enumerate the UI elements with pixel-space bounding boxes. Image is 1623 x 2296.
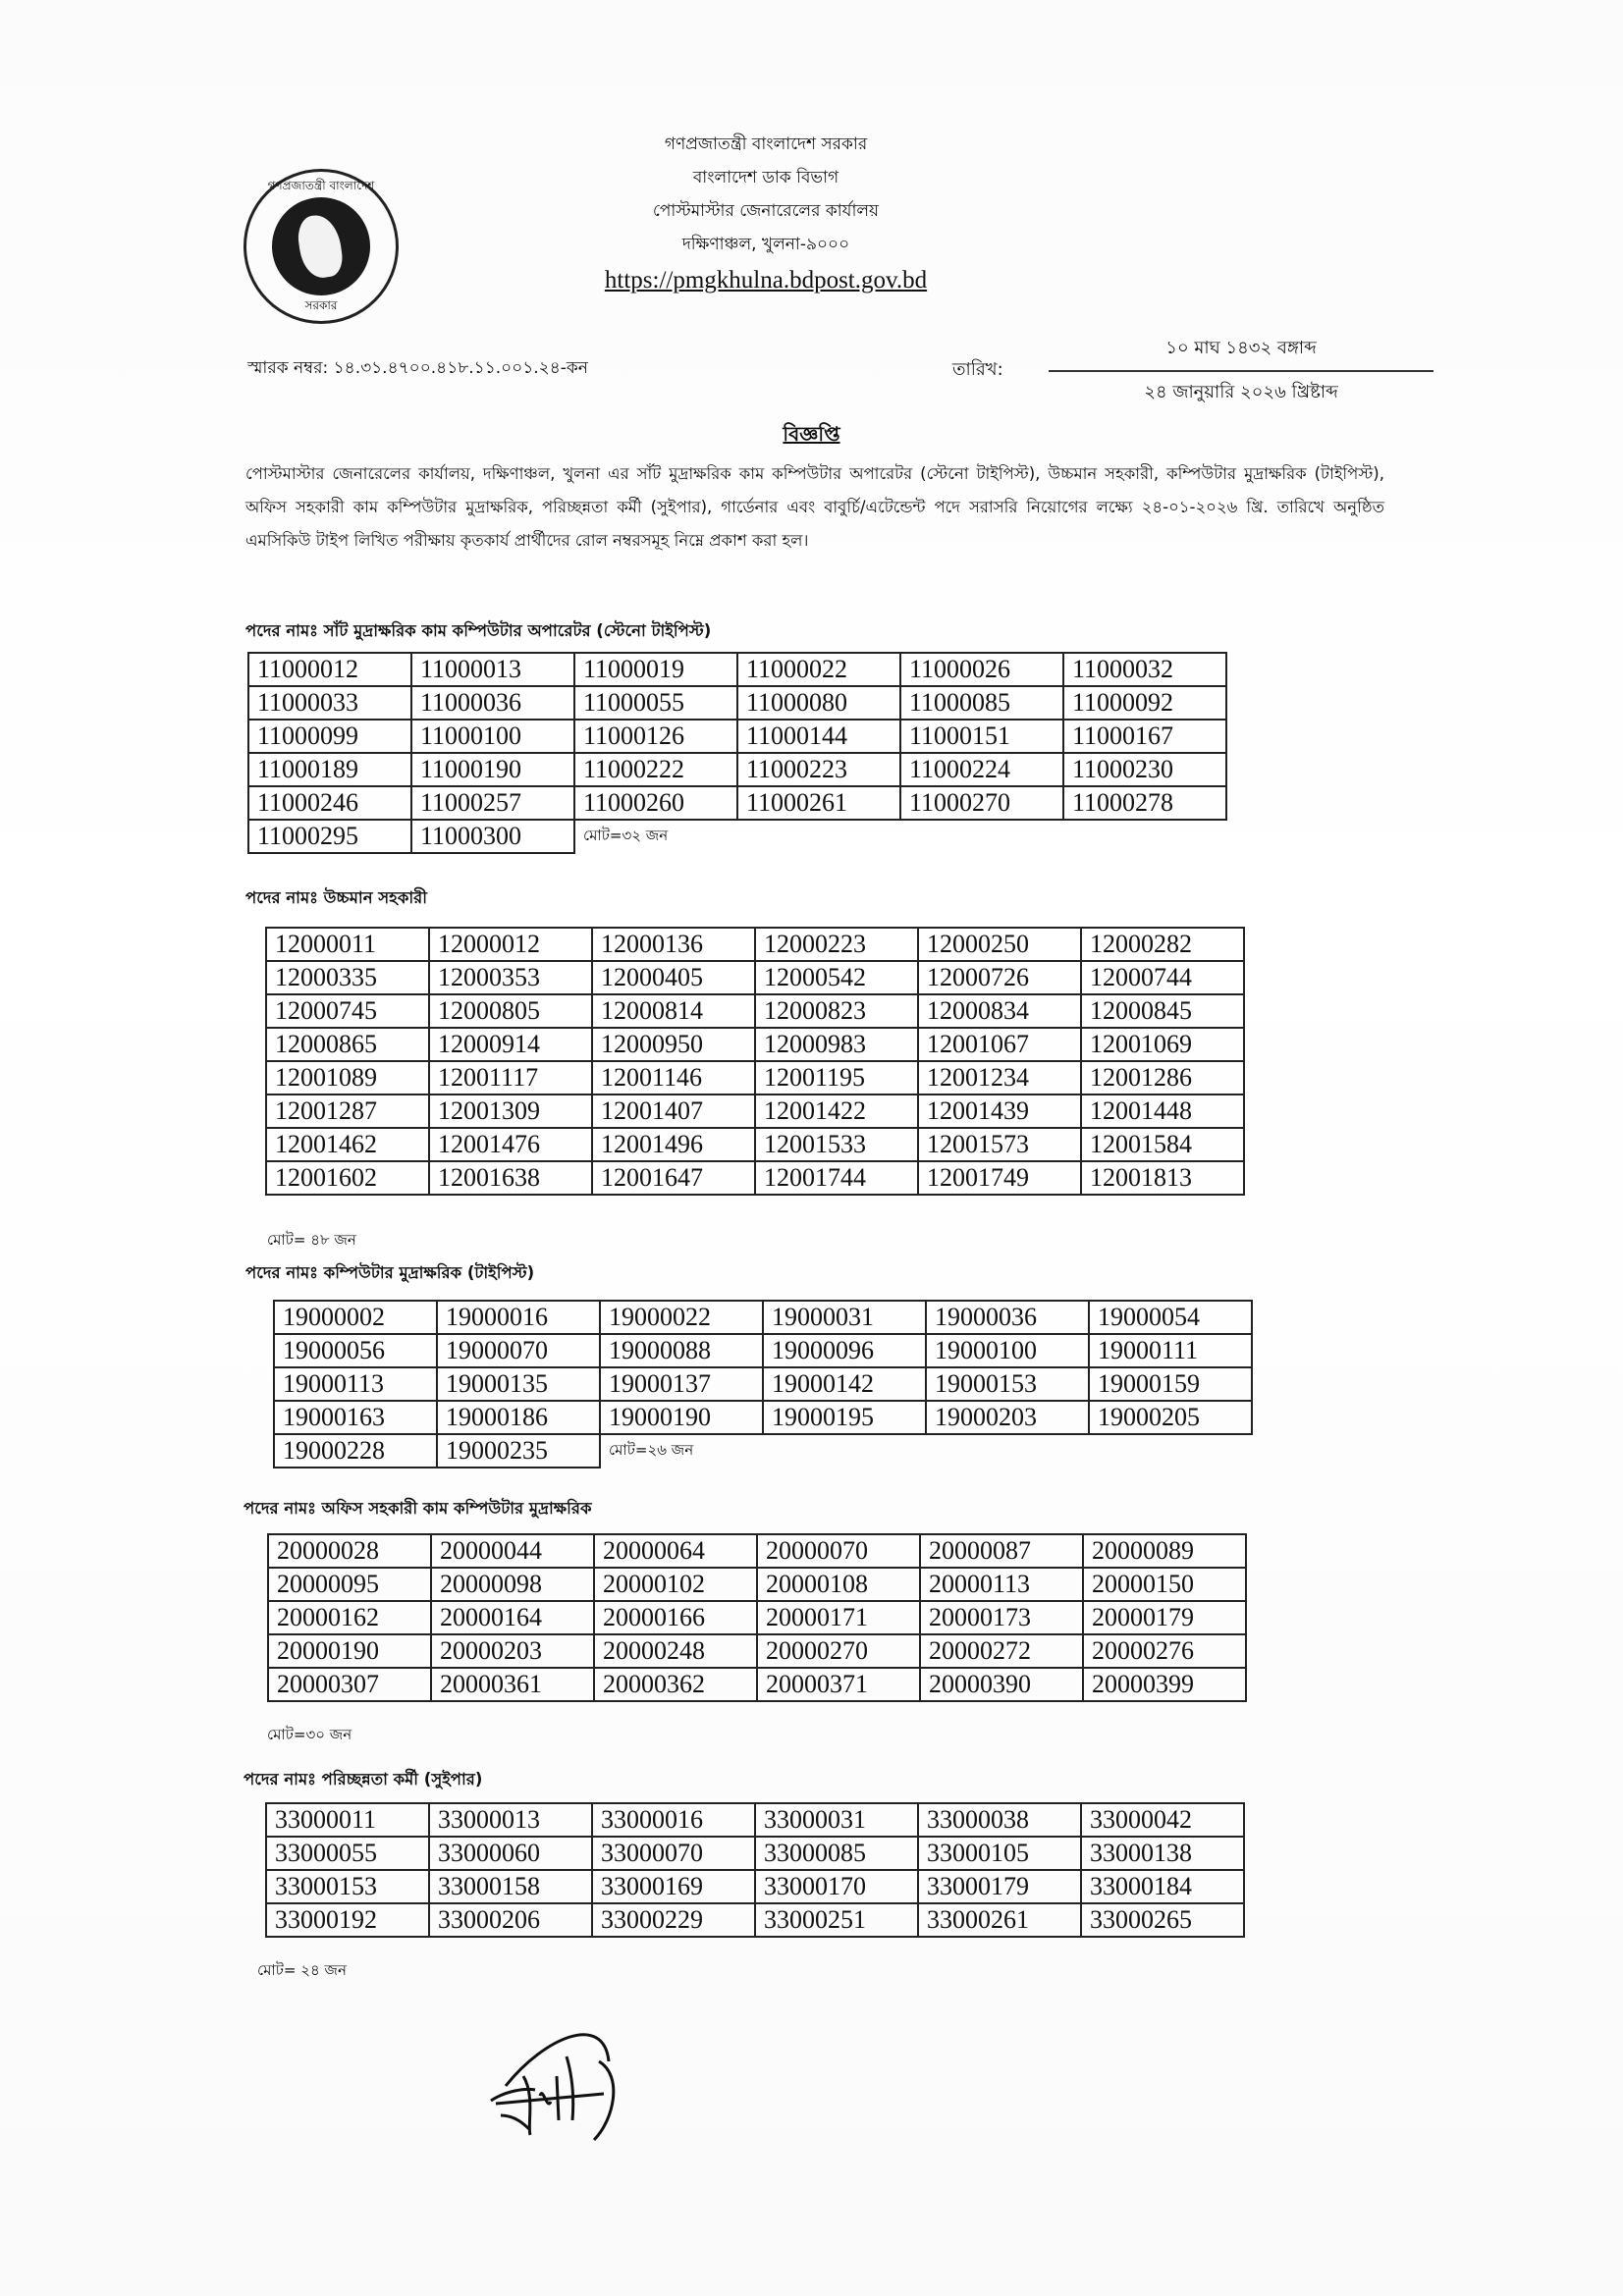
- seal-bottom-text: সরকার: [304, 298, 338, 312]
- roll-table-cleaner-sweeper: [265, 1802, 1245, 1938]
- roll-number-cell: 11000126: [574, 720, 737, 753]
- roll-number-cell: 19000036: [926, 1301, 1089, 1334]
- roll-number-cell: 11000144: [737, 720, 900, 753]
- roll-number-cell: 12001749: [918, 1161, 1081, 1195]
- section-total: মোট=৩২ জন: [583, 827, 669, 844]
- roll-number-cell: 12000814: [592, 994, 755, 1028]
- roll-number-cell: 12001195: [755, 1061, 918, 1095]
- roll-number-cell: 20000087: [920, 1534, 1083, 1568]
- section-heading-office-assistant: পদের নামঃ অফিস সহকারী কাম কম্পিউটার মুদ্রাক্ষরিক: [243, 1499, 592, 1518]
- roll-number-cell: 19000205: [1089, 1401, 1252, 1434]
- roll-number-cell: 33000060: [429, 1837, 592, 1870]
- roll-number-cell: 11000012: [248, 653, 411, 686]
- roll-number-cell: 20000371: [757, 1668, 920, 1701]
- roll-number-cell: 19000111: [1089, 1334, 1252, 1367]
- roll-number-cell: 11000189: [248, 753, 411, 786]
- table-row: [266, 1128, 1244, 1161]
- roll-number-cell: 12000805: [429, 994, 592, 1028]
- roll-number-cell: 19000088: [600, 1334, 763, 1367]
- roll-number-cell: 19000159: [1089, 1367, 1252, 1401]
- section-total: মোট= ২৪ জন: [257, 1961, 347, 1979]
- roll-number-cell: 20000162: [268, 1601, 431, 1634]
- roll-number-cell: 12001067: [918, 1028, 1081, 1061]
- roll-number-cell: 12001309: [429, 1095, 592, 1128]
- roll-number-cell: 20000113: [920, 1568, 1083, 1601]
- roll-number-cell: 12001584: [1081, 1128, 1244, 1161]
- roll-number-cell: 12000353: [429, 961, 592, 994]
- roll-number-cell: 11000033: [248, 686, 411, 720]
- roll-number-cell: 20000179: [1083, 1601, 1246, 1634]
- roll-number-cell: 19000135: [437, 1367, 600, 1401]
- roll-number-cell: 12000845: [1081, 994, 1244, 1028]
- section-heading-steno-typist: পদের নামঃ সাঁট মুদ্রাক্ষরিক কাম কম্পিউটার অপারেটর (স্টেনো টাইপিস্ট): [245, 621, 712, 640]
- table-row: [268, 1601, 1246, 1634]
- roll-number-cell: 19000056: [274, 1334, 437, 1367]
- roll-number-cell: 11000080: [737, 686, 900, 720]
- table-row: [266, 961, 1244, 994]
- roll-number-cell: 19000228: [274, 1434, 437, 1468]
- roll-number-cell: 19000186: [437, 1401, 600, 1434]
- roll-number-cell: 20000399: [1083, 1668, 1246, 1701]
- roll-number-cell: 12000834: [918, 994, 1081, 1028]
- roll-number-cell: 12000865: [266, 1028, 429, 1061]
- roll-number-cell: 20000098: [431, 1568, 594, 1601]
- roll-number-cell: 33000158: [429, 1870, 592, 1903]
- table-row: [248, 720, 1226, 753]
- roll-number-cell: 11000022: [737, 653, 900, 686]
- roll-number-cell: 12000983: [755, 1028, 918, 1061]
- letterhead-office: পোস্টমাস্টার জেনারেলের কার্যালয়: [652, 201, 880, 221]
- roll-number-cell: 19000235: [437, 1434, 600, 1468]
- seal-emblem: [272, 197, 370, 295]
- roll-number-cell: 11000190: [411, 753, 574, 786]
- roll-number-cell: 19000203: [926, 1401, 1089, 1434]
- roll-number-cell: 11000019: [574, 653, 737, 686]
- roll-number-cell: 20000064: [594, 1534, 757, 1568]
- date-block: [1049, 334, 1434, 408]
- table-row: [268, 1634, 1246, 1668]
- table-row: [248, 820, 1226, 853]
- roll-number-cell: 12001448: [1081, 1095, 1244, 1128]
- table-row: [274, 1434, 1252, 1468]
- signature-icon: [486, 2017, 653, 2145]
- table-row: [274, 1367, 1252, 1401]
- table-row: [248, 753, 1226, 786]
- roll-number-cell: 33000138: [1081, 1837, 1244, 1870]
- roll-number-cell: 20000164: [431, 1601, 594, 1634]
- roll-number-cell: 20000171: [757, 1601, 920, 1634]
- roll-number-cell: 11000261: [737, 786, 900, 820]
- roll-number-cell: 19000100: [926, 1334, 1089, 1367]
- roll-number-cell: 19000142: [763, 1367, 926, 1401]
- roll-number-cell: 20000173: [920, 1601, 1083, 1634]
- roll-number-cell: 12000542: [755, 961, 918, 994]
- roll-number-cell: 12001462: [266, 1128, 429, 1161]
- roll-number-cell: 11000013: [411, 653, 574, 686]
- roll-number-cell: 19000070: [437, 1334, 600, 1367]
- roll-number-cell: 33000229: [592, 1903, 755, 1937]
- roll-number-cell: 20000362: [594, 1668, 757, 1701]
- roll-number-cell: 12001422: [755, 1095, 918, 1128]
- roll-number-cell: 11000055: [574, 686, 737, 720]
- roll-number-cell: 12000405: [592, 961, 755, 994]
- roll-number-cell: 11000099: [248, 720, 411, 753]
- roll-number-cell: 12001533: [755, 1128, 918, 1161]
- roll-number-cell: 11000100: [411, 720, 574, 753]
- roll-number-cell: 33000038: [918, 1803, 1081, 1837]
- roll-number-cell: 33000070: [592, 1837, 755, 1870]
- roll-number-cell: 12000250: [918, 928, 1081, 961]
- roll-number-cell: 12000823: [755, 994, 918, 1028]
- roll-number-cell: 12001069: [1081, 1028, 1244, 1061]
- roll-number-cell: 19000096: [763, 1334, 926, 1367]
- roll-number-cell: 19000190: [600, 1401, 763, 1434]
- roll-number-cell: 33000251: [755, 1903, 918, 1937]
- table-row: [266, 1870, 1244, 1903]
- roll-number-cell: 33000013: [429, 1803, 592, 1837]
- roll-number-cell: 11000032: [1063, 653, 1226, 686]
- roll-number-cell: 11000295: [248, 820, 411, 853]
- roll-number-cell: 33000105: [918, 1837, 1081, 1870]
- roll-number-cell: 11000270: [900, 786, 1063, 820]
- roll-number-cell: 19000153: [926, 1367, 1089, 1401]
- notice-title: বিজ্ঞপ্তি: [783, 422, 840, 446]
- roll-number-cell: 11000230: [1063, 753, 1226, 786]
- roll-number-cell: 12001638: [429, 1161, 592, 1195]
- table-row: [266, 1028, 1244, 1061]
- roll-number-cell: 11000151: [900, 720, 1063, 753]
- roll-table-office-assistant: [267, 1533, 1247, 1702]
- seal-top-text: গণপ্রজাতন্ত্রী বাংলাদেশ: [267, 179, 375, 192]
- roll-number-cell: 20000203: [431, 1634, 594, 1668]
- roll-number-cell: 19000054: [1089, 1301, 1252, 1334]
- date-gregorian: ২৪ জানুয়ারি ২০২৬ খ্রিষ্টাব্দ: [1144, 382, 1338, 402]
- roll-number-cell: 12000726: [918, 961, 1081, 994]
- table-row: [266, 1061, 1244, 1095]
- roll-number-cell: 11000222: [574, 753, 737, 786]
- roll-number-cell: 20000102: [594, 1568, 757, 1601]
- roll-number-cell: 20000361: [431, 1668, 594, 1701]
- table-row: [268, 1534, 1246, 1568]
- bangladesh-map-icon: [296, 212, 345, 280]
- table-row: [274, 1401, 1252, 1434]
- roll-number-cell: 12000914: [429, 1028, 592, 1061]
- roll-number-cell: 33000042: [1081, 1803, 1244, 1837]
- roll-number-cell: 12001744: [755, 1161, 918, 1195]
- roll-number-cell: 20000166: [594, 1601, 757, 1634]
- roll-number-cell: 19000031: [763, 1301, 926, 1334]
- roll-number-cell: 11000246: [248, 786, 411, 820]
- roll-number-cell: 12001439: [918, 1095, 1081, 1128]
- section-heading-upper-division-assistant: পদের নামঃ উচ্চমান সহকারী: [245, 888, 427, 907]
- section-total: মোট=২৬ জন: [609, 1441, 694, 1459]
- table-row: [274, 1334, 1252, 1367]
- roll-number-cell: 20000272: [920, 1634, 1083, 1668]
- roll-number-cell: 19000137: [600, 1367, 763, 1401]
- table-row: [248, 653, 1226, 686]
- date-label: তারিখ:: [952, 359, 1003, 380]
- roll-number-cell: 11000223: [737, 753, 900, 786]
- roll-number-cell: 20000150: [1083, 1568, 1246, 1601]
- roll-number-cell: 33000179: [918, 1870, 1081, 1903]
- roll-number-cell: 33000153: [266, 1870, 429, 1903]
- roll-number-cell: 20000108: [757, 1568, 920, 1601]
- table-row: [274, 1301, 1252, 1334]
- roll-number-cell: 11000257: [411, 786, 574, 820]
- roll-number-cell: 11000300: [411, 820, 574, 853]
- roll-number-cell: 33000184: [1081, 1870, 1244, 1903]
- memo-number: স্মারক নম্বর: ১৪.৩১.৪৭০০.৪১৮.১১.০০১.২৪-কন: [247, 358, 588, 378]
- table-row: [266, 1095, 1244, 1128]
- roll-number-cell: 20000044: [431, 1534, 594, 1568]
- roll-number-cell: 11000167: [1063, 720, 1226, 753]
- roll-number-cell: 12001146: [592, 1061, 755, 1095]
- roll-number-cell: 19000195: [763, 1401, 926, 1434]
- roll-number-cell: 12001407: [592, 1095, 755, 1128]
- roll-number-cell: 12000335: [266, 961, 429, 994]
- roll-number-cell: 12000950: [592, 1028, 755, 1061]
- roll-number-cell: 20000307: [268, 1668, 431, 1701]
- section-heading-cleaner-sweeper: পদের নামঃ পরিচ্ছন্নতা কর্মী (সুইপার): [243, 1770, 483, 1789]
- section-total: মোট= ৪৮ জন: [267, 1231, 356, 1249]
- roll-number-cell: 11000036: [411, 686, 574, 720]
- table-row: [266, 1161, 1244, 1195]
- table-row: [266, 1803, 1244, 1837]
- roll-number-cell: 11000260: [574, 786, 737, 820]
- website-link[interactable]: https://pmgkhulna.bdpost.gov.bd: [604, 267, 928, 294]
- letterhead-department: বাংলাদেশ ডাক বিভাগ: [692, 168, 839, 187]
- table-row: [266, 1903, 1244, 1937]
- table-row: [268, 1668, 1246, 1701]
- government-seal-logo: [243, 169, 399, 324]
- roll-number-cell: 12000223: [755, 928, 918, 961]
- table-row: [248, 786, 1226, 820]
- roll-number-cell: 20000070: [757, 1534, 920, 1568]
- letterhead: [550, 128, 982, 300]
- roll-number-cell: 19000113: [274, 1367, 437, 1401]
- roll-number-cell: 33000055: [266, 1837, 429, 1870]
- roll-number-cell: 11000092: [1063, 686, 1226, 720]
- roll-number-cell: 11000278: [1063, 786, 1226, 820]
- table-row: [266, 1837, 1244, 1870]
- roll-number-cell: 12001602: [266, 1161, 429, 1195]
- roll-number-cell: 12000282: [1081, 928, 1244, 961]
- roll-table-computer-typist: [273, 1300, 1253, 1468]
- roll-number-cell: 20000095: [268, 1568, 431, 1601]
- roll-number-cell: 33000206: [429, 1903, 592, 1937]
- table-row: [266, 928, 1244, 961]
- roll-number-cell: 33000031: [755, 1803, 918, 1837]
- roll-number-cell: 20000276: [1083, 1634, 1246, 1668]
- roll-number-cell: 20000089: [1083, 1534, 1246, 1568]
- roll-number-cell: 12000744: [1081, 961, 1244, 994]
- roll-number-cell: 12001813: [1081, 1161, 1244, 1195]
- roll-number-cell: 12000136: [592, 928, 755, 961]
- section-heading-computer-typist: পদের নামঃ কম্পিউটার মুদ্রাক্ষরিক (টাইপিস্ট): [245, 1263, 535, 1282]
- table-row: [268, 1568, 1246, 1601]
- roll-number-cell: 12001234: [918, 1061, 1081, 1095]
- roll-number-cell: 12001573: [918, 1128, 1081, 1161]
- roll-number-cell: 12001496: [592, 1128, 755, 1161]
- date-divider: [1049, 370, 1434, 372]
- roll-number-cell: 33000016: [592, 1803, 755, 1837]
- roll-number-cell: 33000011: [266, 1803, 429, 1837]
- roll-number-cell: 20000390: [920, 1668, 1083, 1701]
- roll-number-cell: 19000002: [274, 1301, 437, 1334]
- roll-number-cell: 33000265: [1081, 1903, 1244, 1937]
- roll-number-cell: 11000026: [900, 653, 1063, 686]
- roll-number-cell: 11000224: [900, 753, 1063, 786]
- roll-number-cell: 12001089: [266, 1061, 429, 1095]
- roll-number-cell: 19000022: [600, 1301, 763, 1334]
- roll-number-cell: 19000163: [274, 1401, 437, 1434]
- roll-number-cell: 20000190: [268, 1634, 431, 1668]
- roll-number-cell: 20000248: [594, 1634, 757, 1668]
- roll-number-cell: 12001287: [266, 1095, 429, 1128]
- roll-table-steno-typist: [247, 652, 1227, 854]
- roll-number-cell: 20000270: [757, 1634, 920, 1668]
- letterhead-address: দক্ষিণাঞ্চল, খুলনা-৯০০০: [681, 235, 850, 254]
- roll-number-cell: 12001476: [429, 1128, 592, 1161]
- roll-number-cell: 12000012: [429, 928, 592, 961]
- roll-number-cell: 20000028: [268, 1534, 431, 1568]
- roll-number-cell: 33000170: [755, 1870, 918, 1903]
- roll-number-cell: 12001286: [1081, 1061, 1244, 1095]
- table-row: [248, 686, 1226, 720]
- roll-number-cell: 33000169: [592, 1870, 755, 1903]
- notice-body: পোস্টমাস্টার জেনারেলের কার্যালয়, দক্ষিণাঞ্চল, খুলনা এর সাঁট মুদ্রাক্ষরিক কাম কম্পিউটার অপারেটর (স্টেনো টাইপিস্ট), উচ্চমান সহকারী, কম্পিউটার মুদ্রাক্ষরিক (টাইপিস্ট), অফিস সহকারী কাম কম্পিউটার মুদ্রাক্ষরিক, পরিচ্ছন্নতা কর্মী (সুইপার), গার্ডেনার এবং বাবুর্চি/এটেন্ডেন্ট পদে সরাসরি নিয়োগের লক্ষ্যে ২৪-০১-২০২৬ খ্রি. তারিখে অনুষ্ঠিত এমসিকিউ টাইপ লিখিত পরীক্ষায় কৃতকার্য প্রার্থীদের রোল নম্বরসমূহ নিম্নে প্রকাশ করা হল।: [245, 464, 1384, 550]
- roll-number-cell: 12000745: [266, 994, 429, 1028]
- date-bangla: ১০ মাঘ ১৪৩২ বঙ্গাব্দ: [1165, 338, 1317, 358]
- roll-number-cell: 33000192: [266, 1903, 429, 1937]
- table-row: [266, 994, 1244, 1028]
- section-total: মোট=৩০ জন: [267, 1726, 352, 1743]
- roll-number-cell: 19000016: [437, 1301, 600, 1334]
- roll-number-cell: 12000011: [266, 928, 429, 961]
- roll-number-cell: 11000085: [900, 686, 1063, 720]
- roll-table-upper-division-assistant: [265, 927, 1245, 1196]
- letterhead-government: গণপ্রজাতন্ত্রী বাংলাদেশ সরকার: [664, 134, 868, 154]
- roll-number-cell: 33000085: [755, 1837, 918, 1870]
- roll-number-cell: 33000261: [918, 1903, 1081, 1937]
- roll-number-cell: 12001647: [592, 1161, 755, 1195]
- roll-number-cell: 12001117: [429, 1061, 592, 1095]
